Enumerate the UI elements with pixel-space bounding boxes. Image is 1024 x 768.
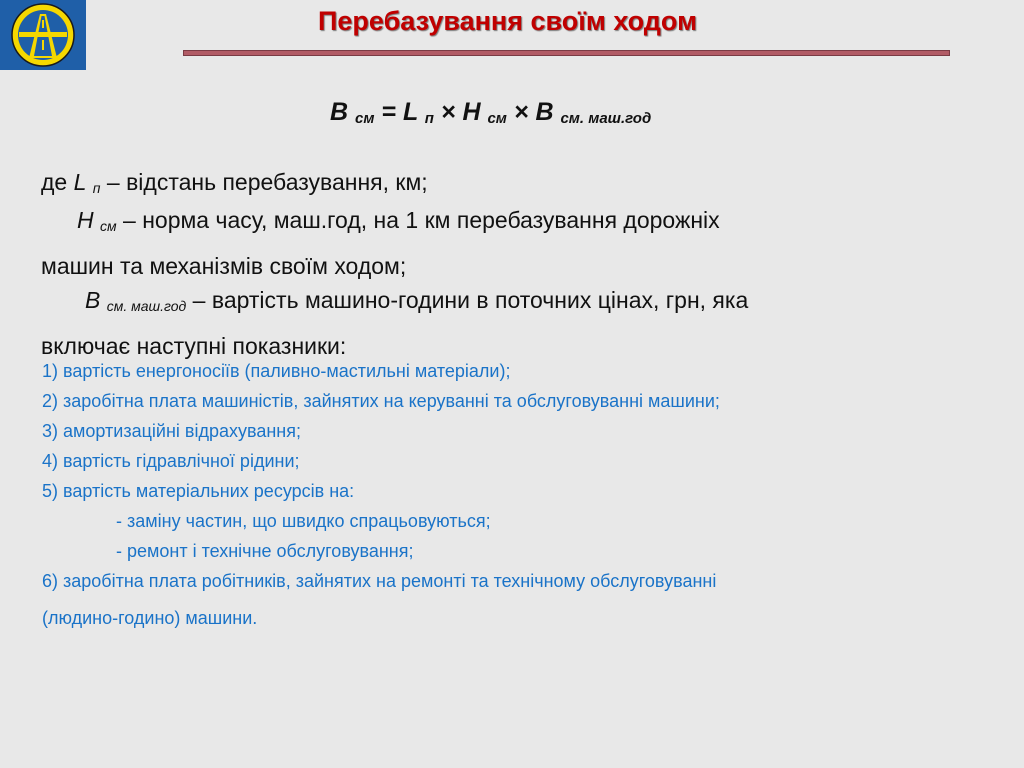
- list-item-continuation: (людино-годино) машини.: [42, 608, 258, 628]
- list-item: 2) заробітна плата машиністів, зайнятих на керуванні та обслуговуванні машини;: [42, 391, 720, 411]
- list-item: 5) вартість матеріальних ресурсів на:: [42, 481, 355, 501]
- definition-var-h: Н: [77, 207, 94, 233]
- road-emblem-icon: [0, 0, 86, 70]
- page-title: Перебазування своїм ходом: [318, 6, 698, 36]
- list-subitem: - ремонт і технічне обслуговування;: [116, 541, 414, 561]
- logo: [0, 0, 86, 70]
- cost-formula: [330, 98, 651, 127]
- definition-text-cost: – вартість машино-години в поточних цінах, грн, яка: [186, 287, 749, 313]
- definition-sub-sm: см: [100, 218, 117, 234]
- formula-t3-var: В: [535, 98, 554, 126]
- definition-norm: [41, 200, 981, 286]
- definition-machine-hour-cost: [41, 280, 981, 366]
- list-item: 1) вартість енергоносіїв (паливно-мастильні матеріали);: [42, 361, 511, 381]
- formula-t2-sub: см: [487, 110, 507, 127]
- title-underline: [183, 50, 950, 56]
- definition-var-b: В: [85, 287, 101, 313]
- formula-t1-var: L: [402, 98, 418, 126]
- definition-text-norm: – норма часу, маш.год, на 1 км перебазування дорожніх: [116, 207, 720, 233]
- definition-text-distance: – відстань перебазування, км;: [100, 169, 428, 195]
- definition-text-cost-cont: включає наступні показники:: [41, 333, 347, 359]
- formula-t1-sub: п: [424, 110, 434, 127]
- list-subitem: - заміну частин, що швидко спрацьовуються;: [116, 511, 491, 531]
- formula-t2-var: Н: [462, 98, 481, 126]
- definition-sub-p: п: [92, 180, 101, 196]
- definition-prefix: де: [41, 169, 74, 195]
- definition-var-l: L: [73, 169, 87, 195]
- list-item: 3) амортизаційні відрахування;: [42, 421, 301, 441]
- definition-sub-mashgod: см. маш.год: [106, 298, 187, 314]
- formula-t3-sub: см. маш.год: [560, 110, 652, 127]
- formula-times-2: ×: [513, 98, 529, 126]
- formula-times-1: ×: [440, 98, 456, 126]
- definition-text-norm-cont: машин та механізмів своїм ходом;: [41, 253, 407, 279]
- formula-lhs-var: В: [330, 98, 349, 126]
- formula-lhs-sub: см: [355, 110, 375, 127]
- list-item: 6) заробітна плата робітників, зайнятих на ремонті та технічному обслуговуванні: [42, 571, 717, 591]
- cost-components-list: [42, 356, 992, 640]
- list-item: 4) вартість гідравлічної рідини;: [42, 451, 300, 471]
- formula-equals: =: [381, 98, 397, 126]
